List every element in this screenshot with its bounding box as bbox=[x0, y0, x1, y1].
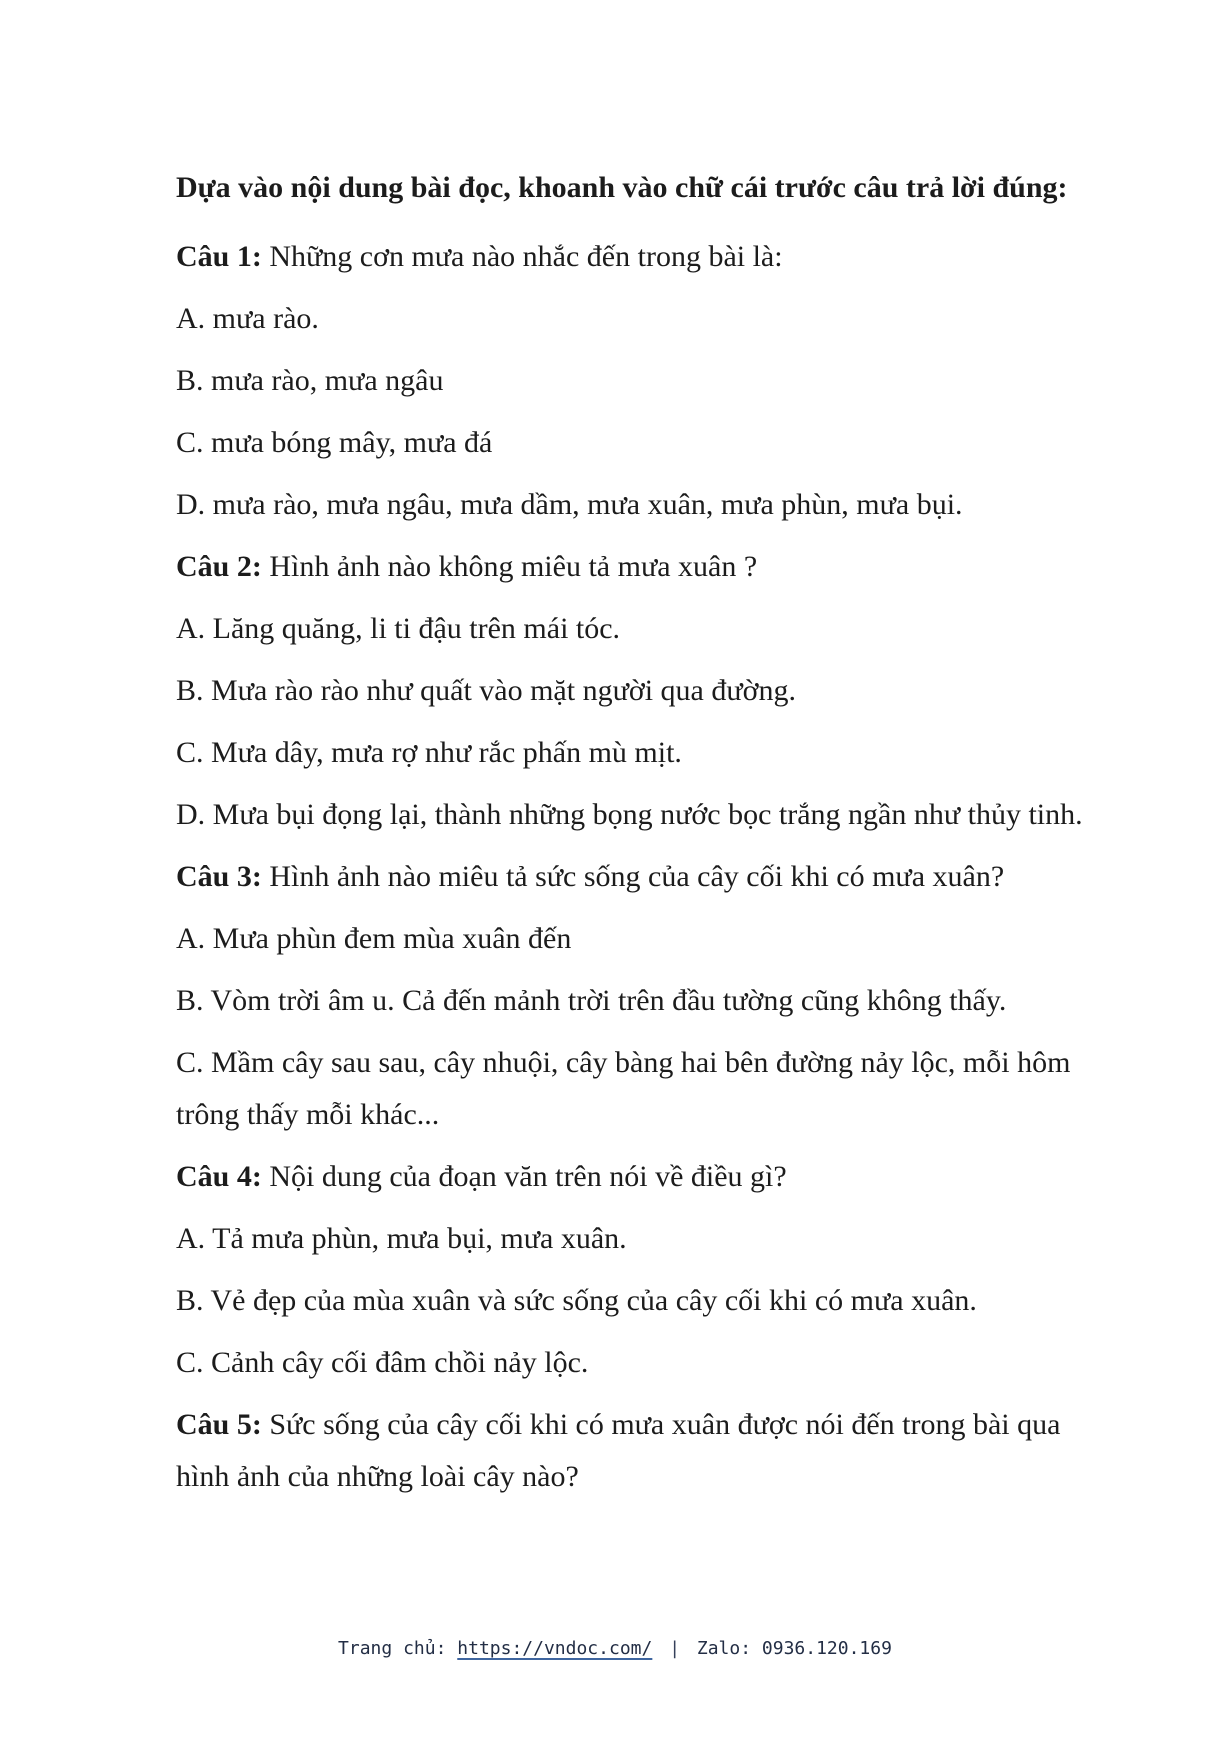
question-4-text: Nội dung của đoạn văn trên nói về điều gì? bbox=[269, 1160, 787, 1193]
page-footer bbox=[0, 1636, 1230, 1662]
question-2-option-d: D. Mưa bụi đọng lại, thành những bọng nước bọc trắng ngần như thủy tinh. bbox=[176, 798, 1083, 831]
footer-link[interactable]: https://vndoc.com/ bbox=[457, 1638, 653, 1659]
question-1-option-a: A. mưa rào. bbox=[176, 302, 319, 335]
question-5-text: Sức sống của cây cối khi có mưa xuân được nói đến trong bài qua hình ảnh của những loài cây nào? bbox=[176, 1408, 1061, 1493]
question-2-option-b: B. Mưa rào rào như quất vào mặt người qua đường. bbox=[176, 674, 796, 707]
question-3-label: Câu 3: bbox=[176, 860, 262, 893]
instructions-heading: Dựa vào nội dung bài đọc, khoanh vào chữ cái trước câu trả lời đúng: bbox=[176, 171, 1068, 204]
question-5 bbox=[176, 1399, 1096, 1503]
question-1-option-c: C. mưa bóng mây, mưa đá bbox=[176, 426, 493, 459]
question-1-text: Những cơn mưa nào nhắc đến trong bài là: bbox=[269, 240, 783, 273]
question-2-label: Câu 2: bbox=[176, 550, 262, 583]
question-3-text: Hình ảnh nào miêu tả sức sống của cây cối khi có mưa xuân? bbox=[269, 860, 1005, 893]
question-4-option-a: A. Tả mưa phùn, mưa bụi, mưa xuân. bbox=[176, 1222, 627, 1255]
question-3-option-c: C. Mầm cây sau sau, cây nhuội, cây bàng hai bên đường nảy lộc, mỗi hôm trông thấy mỗi khác... bbox=[176, 1046, 1071, 1131]
question-4-label: Câu 4: bbox=[176, 1160, 262, 1193]
footer-zalo: Zalo: 0936.120.169 bbox=[696, 1638, 892, 1659]
question-4-option-b: B. Vẻ đẹp của mùa xuân và sức sống của cây cối khi có mưa xuân. bbox=[176, 1284, 977, 1317]
footer-separator: | bbox=[669, 1638, 681, 1659]
question-1-label: Câu 1: bbox=[176, 240, 262, 273]
question-3-option-b: B. Vòm trời âm u. Cả đến mảnh trời trên đầu tường cũng không thấy. bbox=[176, 984, 1007, 1017]
question-4-option-c: C. Cảnh cây cối đâm chồi nảy lộc. bbox=[176, 1346, 589, 1379]
question-2-option-a: A. Lăng quăng, li ti đậu trên mái tóc. bbox=[176, 612, 621, 645]
footer-home-label: Trang chủ: bbox=[338, 1638, 447, 1659]
question-3-option-a: A. Mưa phùn đem mùa xuân đến bbox=[176, 922, 572, 955]
question-5-label: Câu 5: bbox=[176, 1408, 262, 1441]
question-2-option-c: C. Mưa dây, mưa rợ như rắc phấn mù mịt. bbox=[176, 736, 682, 769]
question-2 bbox=[176, 541, 1230, 593]
question-1-option-b: B. mưa rào, mưa ngâu bbox=[176, 364, 444, 397]
question-1 bbox=[176, 231, 1230, 283]
question-4 bbox=[176, 1151, 1230, 1203]
question-3 bbox=[176, 851, 1230, 903]
question-1-option-d: D. mưa rào, mưa ngâu, mưa dầm, mưa xuân, mưa phùn, mưa bụi. bbox=[176, 488, 963, 521]
question-2-text: Hình ảnh nào không miêu tả mưa xuân ? bbox=[269, 550, 758, 583]
